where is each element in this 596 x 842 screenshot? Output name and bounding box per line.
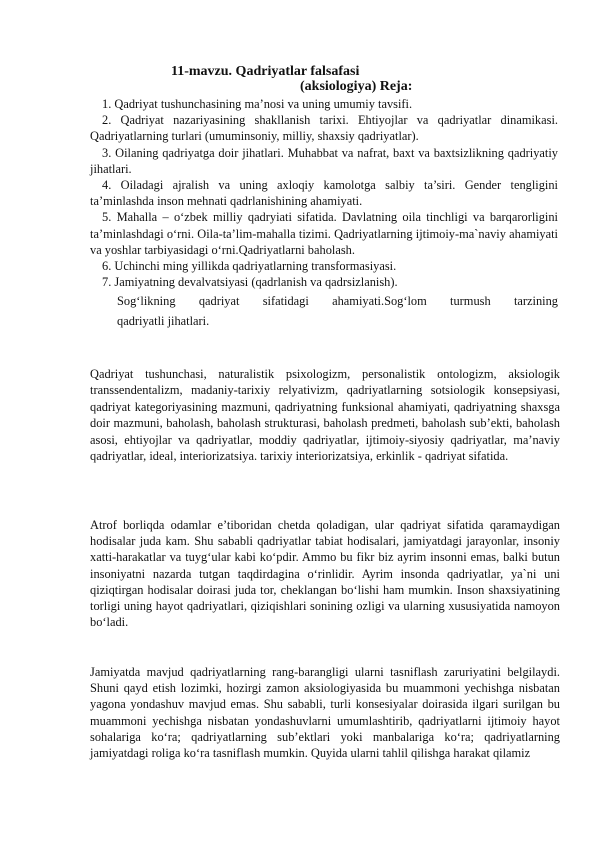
plan-list	[90, 96, 558, 331]
plan-item-6: 6. Uchinchi ming yillikda qadriyatlarning transformasiyasi.	[102, 259, 397, 274]
plan-item-1: 1. Qadriyat tushunchasining ma’nosi va uning umumiy tavsifi.	[102, 97, 413, 111]
page-subtitle: (aksiologiya) Reja:	[300, 79, 413, 94]
plan-item-2: 2. Qadriyat nazariyasining shakllanish tarixi. Ehtiyojlar va qadriyatlar dinamikasi. Qadriyatlarning turlari (umuminsoniy, milliy, shaxsiy qadriyatlar).	[90, 113, 558, 144]
plan-subitem-line-1: Sog‘likning qadriyat sifatidagi ahamiyati.Sog‘lom turmush tarzining	[117, 294, 558, 309]
body-paragraph-2: Jamiyatda mavjud qadriyatlarning rang-barangligi ularni tasniflash zaruriyatini belgilaydi. Shuni qayd etish lozimki, hozirgi zamon aksiologiyasida bu muammoni yechishga nisbatan yagona yondashuv mavjud emas. Shu sababli, turli konsesiyalar doirasida ilgari surilgan bu muammoni yechishga nisbatan yondashuvlarni umumlashtirib, qadriyatlarni ijtimoiy hayot sohalariga ko‘ra; qadriyatlarning sub’ektlari yoki manbalariga ko‘ra; qadriyatlarning jamiyatdagi roliga ko‘ra tasniflash mumkin. Quyida ularni tahlil qilishga harakat qilamiz	[90, 665, 560, 761]
plan-item-5: 5. Mahalla – o‘zbek milliy qadryiati sifatida. Davlatning oila tinchligi va barqarorligini ta’minlashdagi o‘rni. Oila-ta’lim-mahalla tizimi. Qadriyatlarning ijtimoiy-ma`naviy ahamiyati va yoshlar tarbiyasidagi o‘rni.Qadriyatlarni baholash.	[90, 210, 558, 257]
plan-item-7: 7. Jamiyatning devalvatsiyasi (qadrlanish va qadrsizlanish).	[102, 275, 398, 290]
plan-item-4: 4. Oiladagi ajralish va uning axloqiy kamolotga salbiy ta’siri. Gender tengligini ta’minlashda inson mehnati qadrlanishining ahamiyati.	[90, 178, 558, 209]
keywords-paragraph: Qadriyat tushunchasi, naturalistik psixologizm, personalistik ontologizm, aksiologik transsendentalizm, madaniy-tarixiy relyativizm, qadriyatlarning sotsiologik konsepsiyasi, qadriyat kategoriyasining mazmuni, qadriyatning funksional ahamiyati, qadriyatning shaxsga doir mazmuni, baholash, baholash strukturasi, baholash predmeti, baholash sub’ekti, baholash asosi, ehtiyojlar va qadriyatlar, moddiy qadriyatlar, ijtimoiy-siyosiy qadriyatlar, ma’naviy qadriyatlar, ideal, interiorizatsiya. tarixiy interiorizatsiya, erkinlik - qadriyat sifatida.	[90, 367, 560, 464]
plan-subitem-line-2: qadriyatli jihatlari.	[117, 314, 210, 329]
page-title: 11-mavzu. Qadriyatlar falsafasi	[171, 64, 360, 79]
plan-item-3: 3. Oilaning qadriyatga doir jihatlari. Muhabbat va nafrat, baxt va baxtsizlikning qadriyatiy jihatlari.	[90, 145, 558, 176]
body-paragraph-1: Atrof borliqda odamlar e’tiboridan chetda qoladigan, ular qadriyat sifatida qaramaydigan hodisalar juda kam. Shu sababli qadriyatlar tabiat hodisalari, jamiyatdagi jarayonlar, insoniy xatti-harakatlar va tuyg‘ular kabi ko‘pdir. Ammo bu fikr biz ayrim insonni emas, balki butun insoniyatni nazarda tutgan taqdirdagina o‘rinlidir. Ayrim insonda qadriyatlar, ya`ni uni qiziqtirgan hodisalar doirasi juda tor, cheklangan bo‘lishi ham mumkin. Inson shaxsiyatining torligi uning hayot qadriyatlari, qiziqishlari sonining ozligi va ularning xususiyatida namoyon bo‘ladi.	[90, 518, 560, 630]
